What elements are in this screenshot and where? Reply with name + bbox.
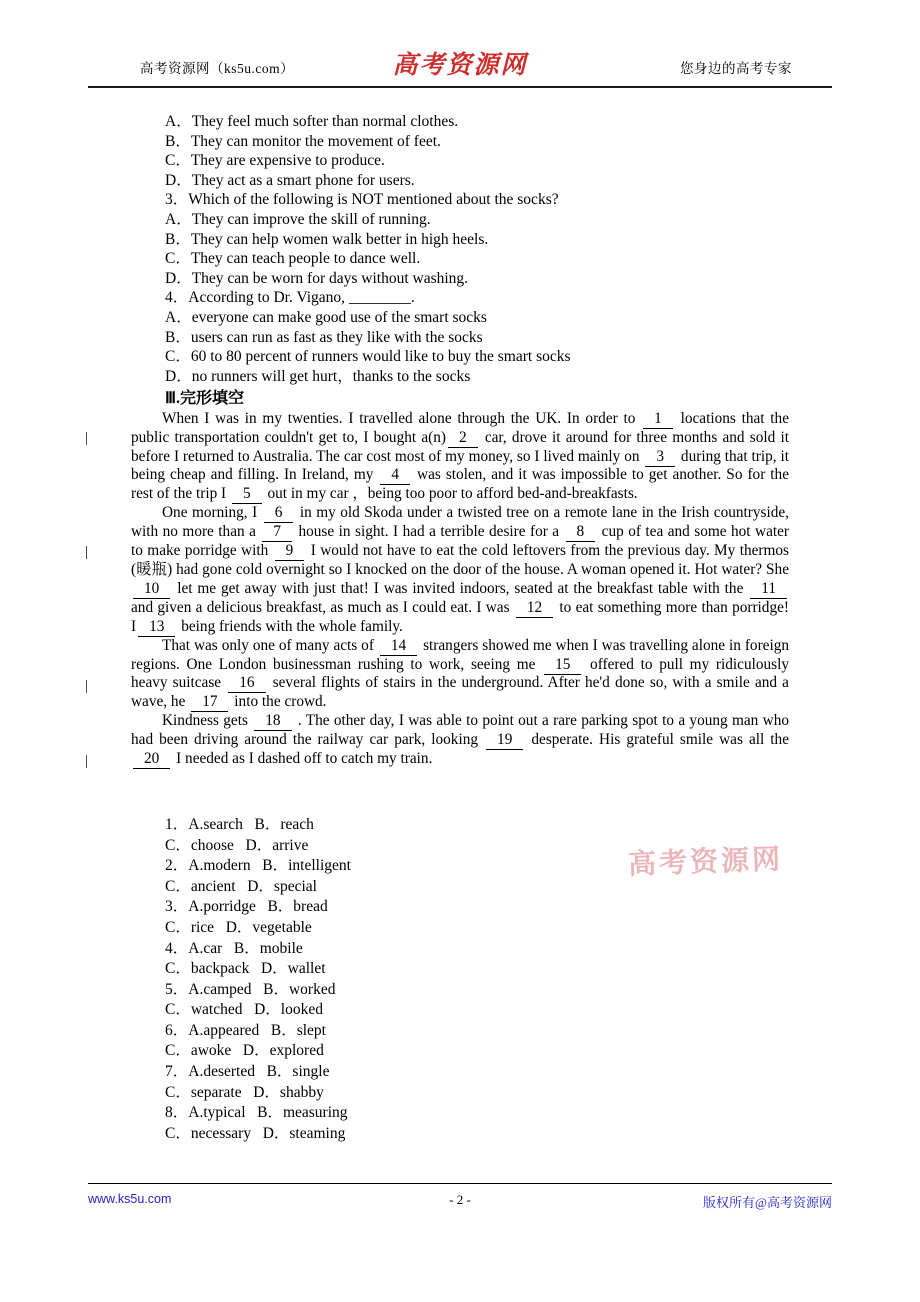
cloze-blank: 2 <box>448 429 478 448</box>
choice-line: 3．A.porridge B．bread <box>165 898 328 916</box>
choice-line: 4．A.car B．mobile <box>165 939 303 957</box>
cloze-blank: 8 <box>566 523 596 542</box>
cloze-paragraph: That was only one of many acts of 14 strangers showed me when I was travelling alone in foreign regions. One London businessman rushing to work, seeing me 15 offered to pull my ridiculously heavy suitcase 16 several flights of stairs in the underground. After he'd done so, with a smile and a wave, he 17 into the crowd. <box>131 636 790 711</box>
option-line: A．They can improve the skill of running. <box>165 210 431 228</box>
site-logo: 高考资源网 <box>392 52 528 79</box>
choice-line: 7．A.deserted B．single <box>165 1063 330 1081</box>
cloze-section-title: Ⅲ.完形填空 <box>165 390 245 408</box>
reading-comprehension-options <box>131 112 789 386</box>
cloze-blank: 17 <box>191 693 228 712</box>
page-footer <box>88 1190 832 1210</box>
choice-line: C．choose D．arrive <box>165 836 309 854</box>
cloze-paragraph: When I was in my twenties. I travelled alone through the UK. In order to 1 locations that the public transportation couldn't get to, I bought a(n) 2 car, drove it around for three months and sold it before I returned to Australia. The car cost most of my money, so I lived mainly on 3 during that trip, it being cheap and filling. In Ireland, my 4 was stolen, and it was impossible to get another. So for the rest of the trip I 5 out in my car ，being too poor to afford bed-and-breakfasts. <box>131 409 790 503</box>
footer-site-link[interactable]: www.ks5u.com <box>88 1192 172 1206</box>
cloze-blank: 15 <box>544 656 581 675</box>
cloze-choices-block <box>131 815 789 1145</box>
option-line: D．no runners will get hurt，thanks to the socks <box>165 367 471 385</box>
choice-line: C．rice D．vegetable <box>165 918 312 936</box>
margin-revision-mark <box>86 432 87 445</box>
header-site-name: 高考资源网（ks5u.com） <box>140 61 295 76</box>
cloze-blank: 7 <box>262 523 292 542</box>
margin-revision-mark <box>86 755 87 768</box>
footer-divider <box>88 1183 832 1184</box>
option-line: B．users can run as fast as they like with the socks <box>165 328 483 346</box>
margin-revision-mark <box>86 546 87 559</box>
header-slogan: 您身边的高考专家 <box>680 61 792 76</box>
choice-line: C．watched D．looked <box>165 1001 323 1019</box>
cloze-blank: 12 <box>516 599 553 618</box>
cloze-blank: 5 <box>232 485 262 504</box>
choice-line: C．ancient D．special <box>165 877 317 895</box>
option-line: B．They can monitor the movement of feet. <box>165 132 441 150</box>
page-number: - 2 - <box>449 1192 471 1207</box>
choice-line: C．backpack D．wallet <box>165 960 326 978</box>
choice-line: 5．A.camped B．worked <box>165 980 336 998</box>
cloze-blank: 16 <box>228 674 265 693</box>
option-line: B．They can help women walk better in high heels. <box>165 230 489 248</box>
option-line: C．60 to 80 percent of runners would like to buy the smart socks <box>165 348 571 366</box>
option-line: C．They can teach people to dance well. <box>165 250 421 268</box>
footer-copyright: 版权所有@高考资源网 <box>703 1195 832 1210</box>
cloze-blank: 3 <box>645 448 675 467</box>
cloze-blank: 4 <box>380 466 410 485</box>
cloze-blank: 18 <box>254 712 291 731</box>
cloze-passage <box>131 410 789 769</box>
option-line: D．They act as a smart phone for users. <box>165 171 415 189</box>
cloze-blank: 9 <box>275 542 305 561</box>
cloze-blank: 10 <box>133 580 170 599</box>
cloze-blank: 20 <box>133 750 170 769</box>
cloze-blank: 1 <box>643 410 673 429</box>
cloze-blank: 19 <box>486 731 523 750</box>
option-line: 3．Which of the following is NOT mentioned about the socks? <box>165 191 559 209</box>
cloze-paragraph: Kindness gets 18 . The other day, I was able to point out a rare parking spot to a young man who had been driving around the railway car park, looking 19 desperate. His grateful smile was all the 20 I needed as I dashed off to catch my train. <box>131 712 789 768</box>
option-line: A．everyone can make good use of the smart socks <box>165 308 487 326</box>
choice-line: C．separate D．shabby <box>165 1083 324 1101</box>
choice-line: 1．A.search B．reach <box>165 815 314 833</box>
choice-line: C．necessary D．steaming <box>165 1124 346 1142</box>
cloze-blank: 13 <box>138 618 175 637</box>
choice-line: 2．A.modern B．intelligent <box>165 857 351 875</box>
choice-line: 8．A.typical B．measuring <box>165 1104 348 1122</box>
option-line: 4．According to Dr. Vigano, ________. <box>165 289 415 307</box>
cloze-blank: 6 <box>264 504 294 523</box>
watermark-text: 高考资源网 <box>627 844 784 881</box>
choice-line: 6．A.appeared B．slept <box>165 1021 326 1039</box>
option-line: D．They can be worn for days without washing. <box>165 269 469 287</box>
cloze-paragraph: One morning, I 6 in my old Skoda under a twisted tree on a remote lane in the Irish countryside, with no more than a 7 house in sight. I had a terrible desire for a 8 cup of tea and some hot water to make porridge with 9 I would not have to eat the cold leftovers from the previous day. My thermos (暖瓶) had gone cold overnight so I knocked on the door of the house. A woman opened it. Hot water? She 10 let me get away with just that! I was invited indoors, seated at the breakfast table with the 11 and given a delicious breakfast, as much as I could eat. I was 12 to eat something more than porridge! I 13 being friends with the whole family. <box>131 504 789 635</box>
option-line: A．They feel much softer than normal clothes. <box>165 113 459 130</box>
cloze-blank: 11 <box>750 580 787 599</box>
choice-line: C．awoke D．explored <box>165 1042 324 1060</box>
document-content <box>131 112 789 1144</box>
option-line: C．They are expensive to produce. <box>165 152 385 170</box>
page-header <box>88 50 832 88</box>
margin-revision-mark <box>86 680 87 693</box>
cloze-blank: 14 <box>380 637 417 656</box>
